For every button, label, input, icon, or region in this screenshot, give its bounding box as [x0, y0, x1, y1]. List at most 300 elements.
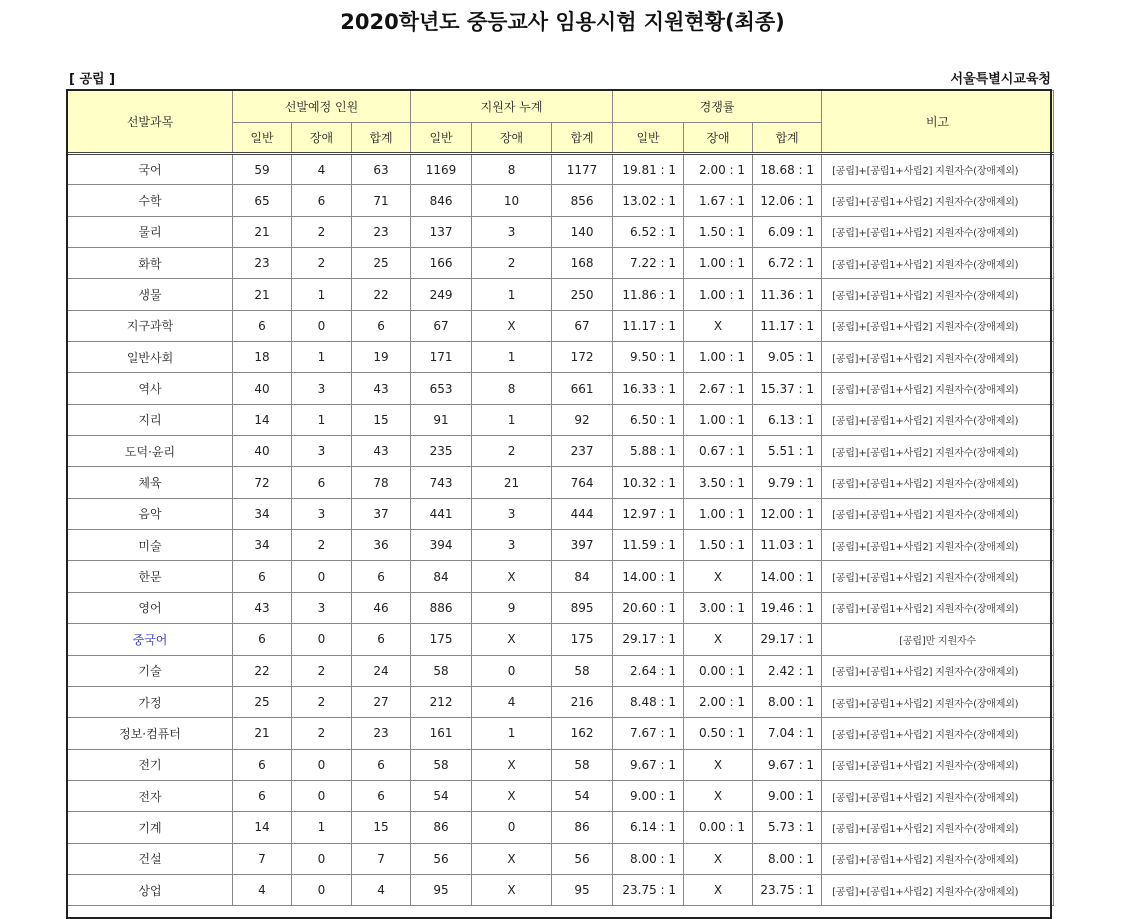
applicants-disabled-cell: 1 — [472, 342, 552, 373]
planned-general-cell: 25 — [233, 686, 292, 717]
applicants-disabled-cell: X — [472, 310, 552, 341]
applicants-disabled-cell: 8 — [472, 373, 552, 404]
planned-disabled-cell: 1 — [292, 812, 352, 843]
planned-general-cell: 21 — [233, 718, 292, 749]
ratio-total-cell: 11.03 : 1 — [753, 530, 822, 561]
subject-cell: 정보·컴퓨터 — [68, 718, 233, 749]
table-row — [68, 780, 1054, 811]
ratio-general-cell: 9.00 : 1 — [613, 780, 684, 811]
applicants-general-cell: 175 — [411, 624, 472, 655]
table-row — [68, 592, 1054, 623]
header-planned-disabled: 장애 — [292, 123, 352, 154]
subject-cell: 중국어 — [68, 624, 233, 655]
planned-disabled-cell: 6 — [292, 185, 352, 216]
table-row — [68, 874, 1054, 905]
ratio-disabled-cell: 1.00 : 1 — [684, 279, 753, 310]
subject-cell: 체육 — [68, 467, 233, 498]
planned-total-cell: 15 — [352, 404, 411, 435]
table-row — [68, 843, 1054, 874]
table-row — [68, 216, 1054, 247]
table-row — [68, 530, 1054, 561]
ratio-total-cell: 19.46 : 1 — [753, 592, 822, 623]
applicants-general-cell: 95 — [411, 874, 472, 905]
ratio-disabled-cell: 0.67 : 1 — [684, 436, 753, 467]
planned-general-cell: 21 — [233, 279, 292, 310]
note-cell: [공립]+[공립1+사립2] 지원자수(장애제외) — [822, 248, 1054, 279]
planned-disabled-cell: 2 — [292, 655, 352, 686]
ratio-disabled-cell: X — [684, 561, 753, 592]
applicants-total-cell: 84 — [552, 561, 613, 592]
applicants-disabled-cell: X — [472, 780, 552, 811]
planned-disabled-cell: 3 — [292, 373, 352, 404]
header-ratio: 경쟁률 — [613, 91, 822, 123]
applicants-disabled-cell: 1 — [472, 279, 552, 310]
header-applicants-disabled: 장애 — [472, 123, 552, 154]
header-note: 비고 — [822, 91, 1054, 154]
ratio-total-cell: 9.79 : 1 — [753, 467, 822, 498]
ratio-total-cell: 18.68 : 1 — [753, 154, 822, 185]
applicants-disabled-cell: 1 — [472, 718, 552, 749]
ratio-disabled-cell: 0.00 : 1 — [684, 812, 753, 843]
subject-cell: 전자 — [68, 780, 233, 811]
ratio-general-cell: 5.88 : 1 — [613, 436, 684, 467]
applicants-general-cell: 58 — [411, 655, 472, 686]
ratio-total-cell: 12.00 : 1 — [753, 498, 822, 529]
note-cell: [공립]+[공립1+사립2] 지원자수(장애제외) — [822, 342, 1054, 373]
table-row — [68, 812, 1054, 843]
planned-total-cell: 24 — [352, 655, 411, 686]
applicants-total-cell: 162 — [552, 718, 613, 749]
applicants-total-cell: 661 — [552, 373, 613, 404]
subject-cell: 가정 — [68, 686, 233, 717]
applicants-general-cell: 161 — [411, 718, 472, 749]
table-row — [68, 436, 1054, 467]
header-ratio-general: 일반 — [613, 123, 684, 154]
applicants-general-cell: 1169 — [411, 154, 472, 185]
header-planned: 선발예정 인원 — [233, 91, 411, 123]
applicants-general-cell: 91 — [411, 404, 472, 435]
ratio-disabled-cell: 2.67 : 1 — [684, 373, 753, 404]
planned-general-cell: 34 — [233, 498, 292, 529]
applicants-total-cell: 237 — [552, 436, 613, 467]
ratio-total-cell: 9.00 : 1 — [753, 780, 822, 811]
planned-disabled-cell: 2 — [292, 216, 352, 247]
planned-total-cell: 63 — [352, 154, 411, 185]
note-cell: [공립]+[공립1+사립2] 지원자수(장애제외) — [822, 812, 1054, 843]
ratio-total-cell: 8.00 : 1 — [753, 843, 822, 874]
subject-cell: 음악 — [68, 498, 233, 529]
applicants-disabled-cell: X — [472, 843, 552, 874]
planned-general-cell: 6 — [233, 561, 292, 592]
applicants-general-cell: 846 — [411, 185, 472, 216]
subject-cell: 기계 — [68, 812, 233, 843]
applicants-total-cell: 58 — [552, 655, 613, 686]
ratio-disabled-cell: 0.00 : 1 — [684, 655, 753, 686]
applicants-disabled-cell: X — [472, 624, 552, 655]
planned-general-cell: 7 — [233, 843, 292, 874]
ratio-general-cell: 2.64 : 1 — [613, 655, 684, 686]
planned-general-cell: 6 — [233, 749, 292, 780]
applicant-status-table — [67, 90, 1054, 906]
ratio-disabled-cell: 1.00 : 1 — [684, 498, 753, 529]
header-subject: 선발과목 — [68, 91, 233, 154]
ratio-general-cell: 12.97 : 1 — [613, 498, 684, 529]
ratio-general-cell: 8.48 : 1 — [613, 686, 684, 717]
applicants-general-cell: 441 — [411, 498, 472, 529]
ratio-total-cell: 6.09 : 1 — [753, 216, 822, 247]
applicants-total-cell: 397 — [552, 530, 613, 561]
planned-total-cell: 19 — [352, 342, 411, 373]
applicants-total-cell: 92 — [552, 404, 613, 435]
table-row — [68, 373, 1054, 404]
note-cell: [공립]+[공립1+사립2] 지원자수(장애제외) — [822, 780, 1054, 811]
applicants-total-cell: 56 — [552, 843, 613, 874]
subject-cell: 전기 — [68, 749, 233, 780]
header-applicants-total: 합계 — [552, 123, 613, 154]
ratio-disabled-cell: X — [684, 624, 753, 655]
planned-disabled-cell: 3 — [292, 592, 352, 623]
planned-total-cell: 6 — [352, 749, 411, 780]
planned-disabled-cell: 3 — [292, 498, 352, 529]
table-body — [68, 154, 1054, 906]
table-row — [68, 342, 1054, 373]
applicants-general-cell: 653 — [411, 373, 472, 404]
planned-disabled-cell: 3 — [292, 436, 352, 467]
applicants-disabled-cell: 4 — [472, 686, 552, 717]
planned-general-cell: 6 — [233, 624, 292, 655]
planned-disabled-cell: 1 — [292, 279, 352, 310]
table-row — [68, 154, 1054, 185]
ratio-general-cell: 14.00 : 1 — [613, 561, 684, 592]
applicants-total-cell: 1177 — [552, 154, 613, 185]
note-cell: [공립]+[공립1+사립2] 지원자수(장애제외) — [822, 279, 1054, 310]
subject-cell: 화학 — [68, 248, 233, 279]
ratio-general-cell: 9.50 : 1 — [613, 342, 684, 373]
note-cell: [공립]+[공립1+사립2] 지원자수(장애제외) — [822, 498, 1054, 529]
planned-disabled-cell: 6 — [292, 467, 352, 498]
applicants-disabled-cell: X — [472, 874, 552, 905]
ratio-general-cell: 7.22 : 1 — [613, 248, 684, 279]
planned-disabled-cell: 4 — [292, 154, 352, 185]
planned-general-cell: 14 — [233, 404, 292, 435]
subject-cell: 한문 — [68, 561, 233, 592]
ratio-general-cell: 29.17 : 1 — [613, 624, 684, 655]
applicants-total-cell: 58 — [552, 749, 613, 780]
applicants-total-cell: 764 — [552, 467, 613, 498]
applicants-disabled-cell: X — [472, 561, 552, 592]
ratio-disabled-cell: 1.50 : 1 — [684, 530, 753, 561]
note-cell: [공립]+[공립1+사립2] 지원자수(장애제외) — [822, 561, 1054, 592]
ratio-total-cell: 5.51 : 1 — [753, 436, 822, 467]
ratio-total-cell: 2.42 : 1 — [753, 655, 822, 686]
planned-disabled-cell: 0 — [292, 874, 352, 905]
applicants-disabled-cell: 10 — [472, 185, 552, 216]
ratio-disabled-cell: 3.50 : 1 — [684, 467, 753, 498]
applicants-general-cell: 84 — [411, 561, 472, 592]
planned-general-cell: 22 — [233, 655, 292, 686]
header-ratio-total: 합계 — [753, 123, 822, 154]
applicants-general-cell: 166 — [411, 248, 472, 279]
note-cell: [공립]+[공립1+사립2] 지원자수(장애제외) — [822, 718, 1054, 749]
ratio-disabled-cell: X — [684, 874, 753, 905]
note-cell: [공립]+[공립1+사립2] 지원자수(장애제외) — [822, 749, 1054, 780]
applicants-disabled-cell: 2 — [472, 436, 552, 467]
applicants-general-cell: 67 — [411, 310, 472, 341]
note-cell: [공립]+[공립1+사립2] 지원자수(장애제외) — [822, 467, 1054, 498]
applicants-disabled-cell: 0 — [472, 812, 552, 843]
planned-disabled-cell: 0 — [292, 749, 352, 780]
applicants-disabled-cell: 8 — [472, 154, 552, 185]
table-row — [68, 467, 1054, 498]
planned-disabled-cell: 0 — [292, 561, 352, 592]
ratio-total-cell: 9.05 : 1 — [753, 342, 822, 373]
subject-cell: 영어 — [68, 592, 233, 623]
table-row — [68, 404, 1054, 435]
subject-cell: 물리 — [68, 216, 233, 247]
planned-general-cell: 43 — [233, 592, 292, 623]
table-row — [68, 310, 1054, 341]
applicants-total-cell: 895 — [552, 592, 613, 623]
planned-total-cell: 22 — [352, 279, 411, 310]
planned-total-cell: 78 — [352, 467, 411, 498]
applicants-general-cell: 137 — [411, 216, 472, 247]
planned-disabled-cell: 2 — [292, 718, 352, 749]
note-cell: [공립]만 지원자수 — [822, 624, 1054, 655]
planned-disabled-cell: 0 — [292, 843, 352, 874]
ratio-disabled-cell: X — [684, 749, 753, 780]
planned-total-cell: 36 — [352, 530, 411, 561]
ratio-general-cell: 11.86 : 1 — [613, 279, 684, 310]
planned-total-cell: 7 — [352, 843, 411, 874]
planned-total-cell: 23 — [352, 216, 411, 247]
ratio-total-cell: 6.72 : 1 — [753, 248, 822, 279]
applicants-total-cell: 86 — [552, 812, 613, 843]
ratio-total-cell: 14.00 : 1 — [753, 561, 822, 592]
applicants-general-cell: 56 — [411, 843, 472, 874]
planned-total-cell: 46 — [352, 592, 411, 623]
applicants-disabled-cell: 1 — [472, 404, 552, 435]
applicants-total-cell: 67 — [552, 310, 613, 341]
ratio-total-cell: 15.37 : 1 — [753, 373, 822, 404]
table-row — [68, 686, 1054, 717]
category-label: [ 공립 ] — [69, 72, 116, 87]
applicants-total-cell: 250 — [552, 279, 613, 310]
table-row — [68, 749, 1054, 780]
ratio-disabled-cell: 1.67 : 1 — [684, 185, 753, 216]
ratio-total-cell: 8.00 : 1 — [753, 686, 822, 717]
ratio-total-cell: 9.67 : 1 — [753, 749, 822, 780]
planned-general-cell: 6 — [233, 780, 292, 811]
page-title: 2020학년도 중등교사 임용시험 지원현황(최종) — [340, 10, 785, 34]
ratio-total-cell: 11.17 : 1 — [753, 310, 822, 341]
planned-total-cell: 27 — [352, 686, 411, 717]
table-row — [68, 561, 1054, 592]
planned-general-cell: 40 — [233, 373, 292, 404]
subject-cell: 기술 — [68, 655, 233, 686]
planned-disabled-cell: 2 — [292, 686, 352, 717]
ratio-general-cell: 8.00 : 1 — [613, 843, 684, 874]
applicants-total-cell: 172 — [552, 342, 613, 373]
applicants-general-cell: 886 — [411, 592, 472, 623]
planned-general-cell: 23 — [233, 248, 292, 279]
applicants-disabled-cell: 0 — [472, 655, 552, 686]
planned-general-cell: 4 — [233, 874, 292, 905]
planned-total-cell: 43 — [352, 373, 411, 404]
planned-total-cell: 6 — [352, 310, 411, 341]
subject-cell: 도덕·윤리 — [68, 436, 233, 467]
applicants-total-cell: 95 — [552, 874, 613, 905]
note-cell: [공립]+[공립1+사립2] 지원자수(장애제외) — [822, 686, 1054, 717]
applicants-general-cell: 54 — [411, 780, 472, 811]
planned-total-cell: 23 — [352, 718, 411, 749]
planned-total-cell: 15 — [352, 812, 411, 843]
header-planned-general: 일반 — [233, 123, 292, 154]
ratio-disabled-cell: 3.00 : 1 — [684, 592, 753, 623]
ratio-general-cell: 20.60 : 1 — [613, 592, 684, 623]
table-row — [68, 718, 1054, 749]
ratio-disabled-cell: X — [684, 843, 753, 874]
subject-cell: 미술 — [68, 530, 233, 561]
applicants-total-cell: 54 — [552, 780, 613, 811]
ratio-disabled-cell: X — [684, 780, 753, 811]
planned-general-cell: 34 — [233, 530, 292, 561]
ratio-general-cell: 11.17 : 1 — [613, 310, 684, 341]
table-row — [68, 248, 1054, 279]
ratio-disabled-cell: 0.50 : 1 — [684, 718, 753, 749]
applicants-disabled-cell: 3 — [472, 216, 552, 247]
ratio-general-cell: 6.52 : 1 — [613, 216, 684, 247]
planned-general-cell: 18 — [233, 342, 292, 373]
ratio-general-cell: 6.50 : 1 — [613, 404, 684, 435]
subject-cell: 역사 — [68, 373, 233, 404]
header-applicants: 지원자 누계 — [411, 91, 613, 123]
planned-disabled-cell: 0 — [292, 780, 352, 811]
ratio-total-cell: 6.13 : 1 — [753, 404, 822, 435]
ratio-disabled-cell: 1.50 : 1 — [684, 216, 753, 247]
applicants-disabled-cell: 21 — [472, 467, 552, 498]
subject-cell: 건설 — [68, 843, 233, 874]
ratio-general-cell: 9.67 : 1 — [613, 749, 684, 780]
table-row — [68, 498, 1054, 529]
planned-general-cell: 65 — [233, 185, 292, 216]
applicants-general-cell: 235 — [411, 436, 472, 467]
subject-cell: 생물 — [68, 279, 233, 310]
note-cell: [공립]+[공립1+사립2] 지원자수(장애제외) — [822, 655, 1054, 686]
ratio-general-cell: 23.75 : 1 — [613, 874, 684, 905]
subject-cell: 상업 — [68, 874, 233, 905]
applicants-general-cell: 249 — [411, 279, 472, 310]
planned-total-cell: 37 — [352, 498, 411, 529]
note-cell: [공립]+[공립1+사립2] 지원자수(장애제외) — [822, 592, 1054, 623]
ratio-disabled-cell: 1.00 : 1 — [684, 342, 753, 373]
ratio-total-cell: 5.73 : 1 — [753, 812, 822, 843]
note-cell: [공립]+[공립1+사립2] 지원자수(장애제외) — [822, 185, 1054, 216]
ratio-total-cell: 11.36 : 1 — [753, 279, 822, 310]
note-cell: [공립]+[공립1+사립2] 지원자수(장애제외) — [822, 404, 1054, 435]
ratio-general-cell: 6.14 : 1 — [613, 812, 684, 843]
applicants-total-cell: 444 — [552, 498, 613, 529]
planned-total-cell: 43 — [352, 436, 411, 467]
applicants-disabled-cell: X — [472, 749, 552, 780]
planned-general-cell: 72 — [233, 467, 292, 498]
note-cell: [공립]+[공립1+사립2] 지원자수(장애제외) — [822, 843, 1054, 874]
applicants-general-cell: 171 — [411, 342, 472, 373]
ratio-total-cell: 29.17 : 1 — [753, 624, 822, 655]
planned-total-cell: 25 — [352, 248, 411, 279]
note-cell: [공립]+[공립1+사립2] 지원자수(장애제외) — [822, 216, 1054, 247]
table-row — [68, 655, 1054, 686]
applicants-disabled-cell: 3 — [472, 498, 552, 529]
ratio-general-cell: 11.59 : 1 — [613, 530, 684, 561]
ratio-general-cell: 19.81 : 1 — [613, 154, 684, 185]
planned-total-cell: 71 — [352, 185, 411, 216]
ratio-total-cell: 12.06 : 1 — [753, 185, 822, 216]
subject-cell: 지구과학 — [68, 310, 233, 341]
note-cell: [공립]+[공립1+사립2] 지원자수(장애제외) — [822, 310, 1054, 341]
ratio-total-cell: 23.75 : 1 — [753, 874, 822, 905]
table-row — [68, 624, 1054, 655]
header-ratio-disabled: 장애 — [684, 123, 753, 154]
note-cell: [공립]+[공립1+사립2] 지원자수(장애제외) — [822, 154, 1054, 185]
ratio-disabled-cell: 1.00 : 1 — [684, 248, 753, 279]
note-cell: [공립]+[공립1+사립2] 지원자수(장애제외) — [822, 436, 1054, 467]
header-applicants-general: 일반 — [411, 123, 472, 154]
planned-disabled-cell: 0 — [292, 310, 352, 341]
subject-cell: 국어 — [68, 154, 233, 185]
planned-general-cell: 14 — [233, 812, 292, 843]
planned-disabled-cell: 2 — [292, 248, 352, 279]
subject-cell: 수학 — [68, 185, 233, 216]
applicants-total-cell: 140 — [552, 216, 613, 247]
planned-disabled-cell: 2 — [292, 530, 352, 561]
ratio-disabled-cell: 2.00 : 1 — [684, 154, 753, 185]
planned-disabled-cell: 0 — [292, 624, 352, 655]
ratio-general-cell: 13.02 : 1 — [613, 185, 684, 216]
note-cell: [공립]+[공립1+사립2] 지원자수(장애제외) — [822, 874, 1054, 905]
planned-total-cell: 6 — [352, 624, 411, 655]
applicants-total-cell: 168 — [552, 248, 613, 279]
ratio-total-cell: 7.04 : 1 — [753, 718, 822, 749]
applicants-disabled-cell: 2 — [472, 248, 552, 279]
planned-total-cell: 4 — [352, 874, 411, 905]
ratio-disabled-cell: X — [684, 310, 753, 341]
ratio-general-cell: 10.32 : 1 — [613, 467, 684, 498]
header-planned-total: 합계 — [352, 123, 411, 154]
applicants-general-cell: 212 — [411, 686, 472, 717]
table-row — [68, 185, 1054, 216]
applicants-general-cell: 58 — [411, 749, 472, 780]
applicants-total-cell: 175 — [552, 624, 613, 655]
subject-cell: 일반사회 — [68, 342, 233, 373]
applicants-total-cell: 216 — [552, 686, 613, 717]
note-cell: [공립]+[공립1+사립2] 지원자수(장애제외) — [822, 530, 1054, 561]
planned-general-cell: 40 — [233, 436, 292, 467]
planned-total-cell: 6 — [352, 561, 411, 592]
ratio-disabled-cell: 2.00 : 1 — [684, 686, 753, 717]
ratio-general-cell: 7.67 : 1 — [613, 718, 684, 749]
planned-general-cell: 59 — [233, 154, 292, 185]
applicants-general-cell: 86 — [411, 812, 472, 843]
ratio-general-cell: 16.33 : 1 — [613, 373, 684, 404]
table-row — [68, 279, 1054, 310]
applicants-general-cell: 743 — [411, 467, 472, 498]
planned-disabled-cell: 1 — [292, 342, 352, 373]
planned-general-cell: 21 — [233, 216, 292, 247]
subject-cell: 지리 — [68, 404, 233, 435]
planned-general-cell: 6 — [233, 310, 292, 341]
note-cell: [공립]+[공립1+사립2] 지원자수(장애제외) — [822, 373, 1054, 404]
applicants-disabled-cell: 9 — [472, 592, 552, 623]
